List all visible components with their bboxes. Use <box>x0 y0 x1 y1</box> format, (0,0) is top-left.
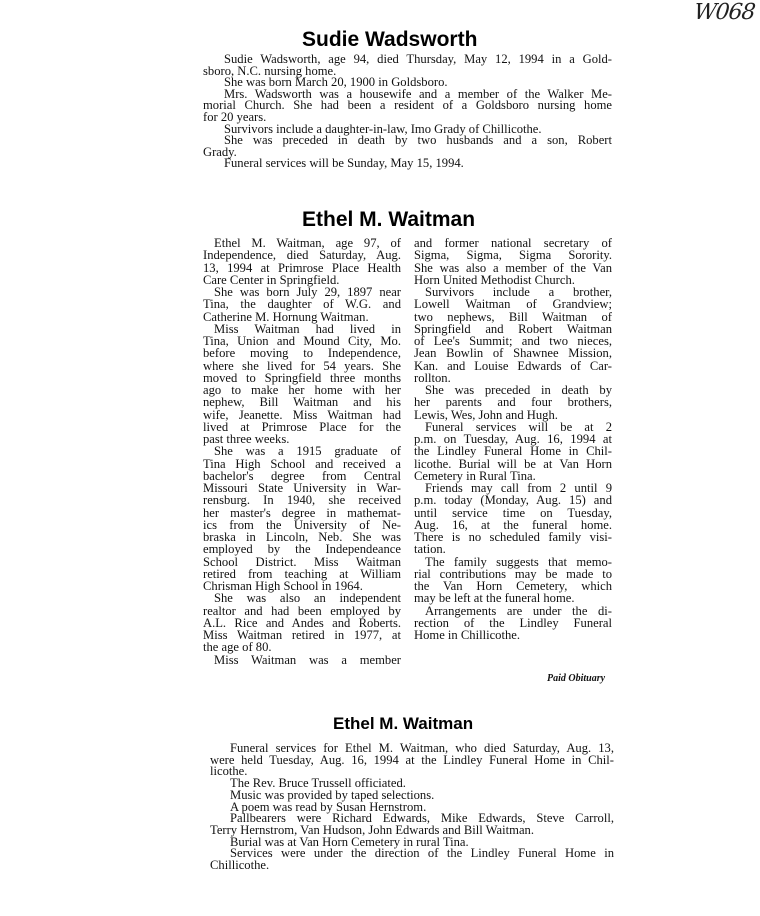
text-line: retired from teaching at William <box>203 566 401 581</box>
text-line: the Van Horn Cemetery, which <box>414 579 612 593</box>
text-line: Miss Waitman had lived in <box>214 321 401 336</box>
text-line: may be left at the funeral home. <box>414 591 575 606</box>
text-line: the age of 80. <box>203 640 272 655</box>
text-line: School District. Miss Waitman <box>203 554 401 569</box>
text-line: Survivors include a brother, <box>425 285 612 299</box>
headline-ethel-waitman: Ethel M. Waitman <box>302 208 476 231</box>
text-line: Mrs. Wadsworth was a housewife and a member of the Walker Me- <box>224 86 612 101</box>
text-line: sboro, N.C. nursing home. <box>203 63 337 78</box>
text-line: rial contributions may be made to <box>414 566 612 581</box>
text-line: She was preceded in death by two husbands and a son, Robert <box>224 133 612 148</box>
text-line: She was a 1915 graduate of <box>214 444 401 459</box>
text-line: Arrangements are under the di- <box>425 603 612 618</box>
text-line: Miss Waitman was a member <box>214 652 401 667</box>
text-line: Home in Chillicothe. <box>414 628 520 642</box>
headline-sudie-wadsworth: Sudie Wadsworth <box>302 28 478 51</box>
text-line: Friends may call from 2 until 9 <box>425 481 612 495</box>
text-line: nephew, Bill Waitman and his <box>203 395 401 410</box>
text-line: Independence, died Saturday, Aug. <box>203 248 401 263</box>
text-line: Tina, the daughter of W.G. and <box>203 297 401 312</box>
text-line: were held Tuesday, Aug. 16, 1994 at the Lindley Funeral Home in Chil- <box>210 752 614 767</box>
text-line: licothe. Burial will be at Van Horn <box>414 456 612 471</box>
text-line: before moving to Independence, <box>203 346 401 361</box>
text-line: She was born July 29, 1897 near <box>214 285 401 299</box>
text-line: Terry Hernstrom, Van Hudson, John Edwards and Bill Waitman. <box>210 822 534 837</box>
text-line: Tina, Union and Mound City, Mo. <box>203 334 401 348</box>
text-line: Miss Waitman retired in 1977, at <box>203 628 401 642</box>
paid-obituary-label: Paid Obituary <box>547 673 606 684</box>
text-line: There is no scheduled family visi- <box>414 530 612 544</box>
text-line: her parents and four brothers, <box>414 395 612 410</box>
text-line: Tina High School and received a <box>203 456 401 471</box>
text-line: realtor and had been employed by <box>203 603 401 618</box>
text-line: for 20 years. <box>203 110 267 124</box>
text-line: tation. <box>414 542 446 557</box>
text-line: bachelor's degree from Central <box>203 468 401 483</box>
text-line: Music was provided by taped selections. <box>230 787 435 802</box>
text-line: Pallbearers were Richard Edwards, Mike Edwards, Steve Carroll, <box>230 811 614 826</box>
headline-ethel-waitman-funeral: Ethel M. Waitman <box>333 714 474 733</box>
text-line: lived at Primrose Place for the <box>203 419 401 434</box>
text-line: and former national secretary of <box>414 236 612 250</box>
text-line: Chillicothe. <box>210 858 270 872</box>
text-line: braska in Lincoln, Neb. She was <box>203 530 401 544</box>
text-line: Kan. and Louise Edwards of Car- <box>414 358 612 373</box>
text-line: Care Center in Springfield. <box>203 272 340 287</box>
text-line: Cemetery in Rural Tina. <box>414 468 536 483</box>
text-line: Services were under the direction of the Lindley Funeral Home in <box>230 846 614 861</box>
text-line: Sudie Wadsworth, age 94, died Thursday, May 12, 1994 in a Gold- <box>224 52 612 66</box>
text-line: She was born March 20, 1900 in Goldsboro. <box>224 75 448 90</box>
text-line: She was also an independent <box>214 591 401 606</box>
text-line: ago to make her home with her <box>203 383 401 397</box>
text-line: licothe. <box>210 764 248 779</box>
text-line: wife, Jeanette. Miss Waitman had <box>203 407 401 422</box>
text-line: past three weeks. <box>203 432 290 446</box>
text-line: Survivors include a daughter-in-law, Imo Grady of Chillicothe. <box>224 121 542 136</box>
text-line: Missouri State University in War- <box>203 481 401 495</box>
text-line: of Lee's Summit; and two nieces, <box>414 334 612 348</box>
text-line: Sigma, Sigma, Sigma Sorority. <box>414 248 612 263</box>
text-line: Aug. 16, at the funeral home. <box>414 517 612 532</box>
text-line: The family suggests that memo- <box>425 554 612 569</box>
text-line: Grady. <box>203 144 237 159</box>
text-line: p.m. on Tuesday, Aug. 16, 1994 at <box>414 432 612 446</box>
text-line: A poem was read by Susan Hernstrom. <box>230 799 427 814</box>
text-line: The Rev. Bruce Trussell officiated. <box>230 776 406 791</box>
text-line: She was also a member of the Van <box>414 260 612 275</box>
text-line: until service time on Tuesday, <box>414 505 612 520</box>
text-line: Funeral services will be at 2 <box>425 419 612 434</box>
text-line: ics from the University of Ne- <box>203 517 401 532</box>
text-line: rensburg. In 1940, she received <box>203 493 401 508</box>
text-line: the Lindley Funeral Home in Chil- <box>414 444 612 459</box>
text-line: A.L. Rice and Andes and Roberts. <box>203 615 401 630</box>
text-line: her master's degree in mathemat- <box>203 505 401 520</box>
text-line: two nephews, Bill Waitman of <box>414 309 612 324</box>
text-line: Burial was at Van Horn Cemetery in rural Tina. <box>230 834 469 849</box>
text-line: Funeral services will be Sunday, May 15, 1994. <box>224 156 464 171</box>
text-line: Lowell Waitman of Grandview; <box>414 297 612 312</box>
text-line: Catherine M. Hornung Waitman. <box>203 309 369 324</box>
text-line: moved to Springfield three months <box>203 370 401 385</box>
handwritten-mark: W068 <box>692 0 756 25</box>
text-line: 13, 1994 at Primrose Place Health <box>203 260 401 275</box>
text-line: p.m. today (Monday, Aug. 15) and <box>414 493 612 508</box>
text-line: Horn United Methodist Church. <box>414 272 575 287</box>
text-line: employed by the Independeance <box>203 542 401 557</box>
text-line: where she lived for 54 years. She <box>203 358 401 373</box>
text-line: She was preceded in death by <box>425 383 612 397</box>
text-line: Jean Bowlin of Shawnee Mission, <box>414 346 612 361</box>
text-line: Lewis, Wes, John and Hugh. <box>414 407 558 422</box>
text-line: rollton. <box>414 370 451 385</box>
text-line: rection of the Lindley Funeral <box>414 615 612 630</box>
text-line: Ethel M. Waitman, age 97, of <box>214 236 401 250</box>
text-line: morial Church. She had been a resident of a Goldsboro nursing home <box>203 98 612 113</box>
text-line: Chrisman High School in 1964. <box>203 579 363 593</box>
text-line: Funeral services for Ethel M. Waitman, who died Saturday, Aug. 13, <box>230 741 614 755</box>
text-line: Springfield and Robert Waitman <box>414 321 612 336</box>
